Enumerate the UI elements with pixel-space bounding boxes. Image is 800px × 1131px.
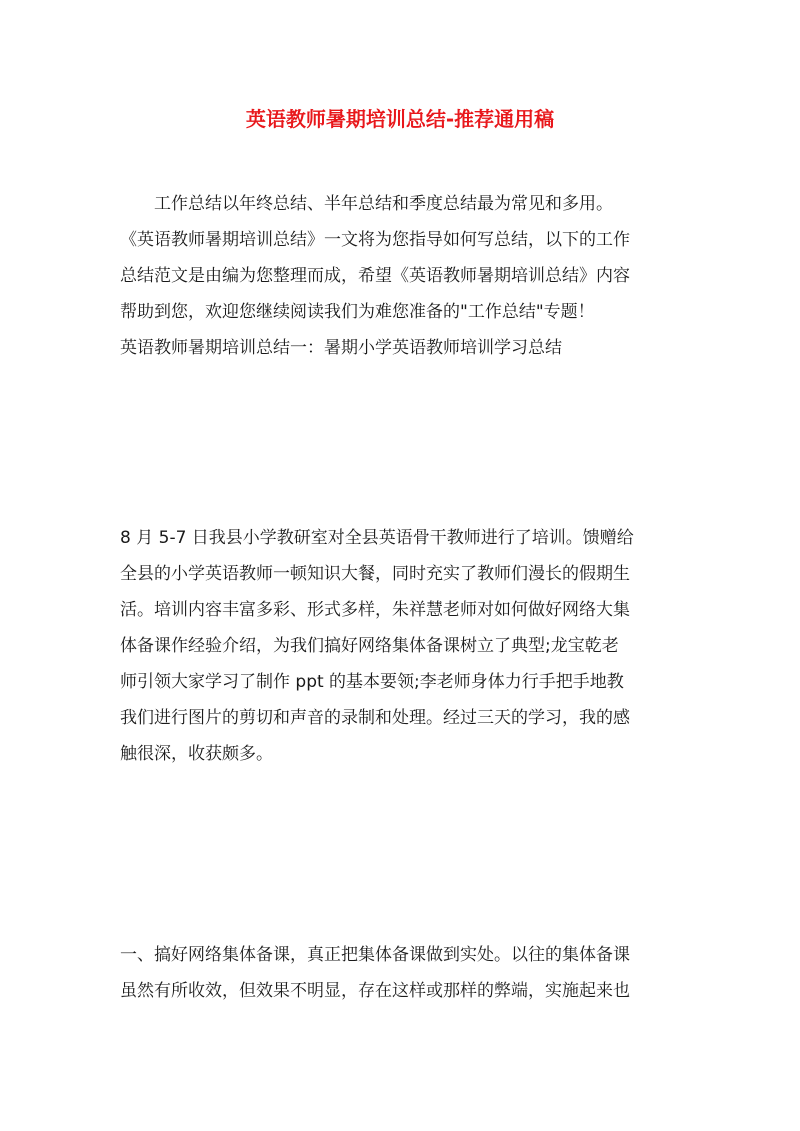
text-line: 总结范文是由编为您整理而成，希望《英语教师暑期培训总结》内容 — [120, 266, 630, 286]
text-line: 工作总结以年终总结、半年总结和季度总结最为常见和多用。 — [120, 194, 613, 214]
text-line: 虽然有所收效，但效果不明显，存在这样或那样的弊端，实施起来也 — [120, 981, 630, 1001]
text-line: 帮助到您，欢迎您继续阅读我们为难您准备的"工作总结"专题！ — [120, 302, 595, 322]
document-title: 英语教师暑期培训总结-推荐通用稿 — [245, 107, 555, 131]
text-line: 触很深，收获颇多。 — [120, 744, 273, 764]
body-paragraph-2 — [120, 937, 686, 1009]
text-line: 体备课作经验介绍，为我们搞好网络集体备课树立了典型;龙宝乾老 — [120, 636, 619, 656]
text-line: 8 月 5-7 日我县小学教研室对全县英语骨干教师进行了培训。馈赠给 — [120, 528, 634, 548]
text-line: 《英语教师暑期培训总结》一文将为您指导如何写总结，以下的工作 — [120, 230, 630, 250]
intro-paragraph — [120, 186, 686, 366]
text-line: 我们进行图片的剪切和声音的录制和处理。经过三天的学习，我的感 — [120, 708, 630, 728]
text-line: 一、搞好网络集体备课，真正把集体备课做到实处。以往的集体备课 — [120, 945, 630, 965]
text-line: 师引领大家学习了制作 ppt 的基本要领;李老师身体力行手把手地教 — [120, 672, 624, 692]
text-line: 全县的小学英语教师一顿知识大餐，同时充实了教师们漫长的假期生 — [120, 564, 630, 584]
text-line: 活。培训内容丰富多彩、形式多样，朱祥慧老师对如何做好网络大集 — [120, 600, 630, 620]
body-paragraph-1 — [120, 520, 686, 772]
section-heading: 英语教师暑期培训总结一：暑期小学英语教师培训学习总结 — [120, 338, 562, 358]
